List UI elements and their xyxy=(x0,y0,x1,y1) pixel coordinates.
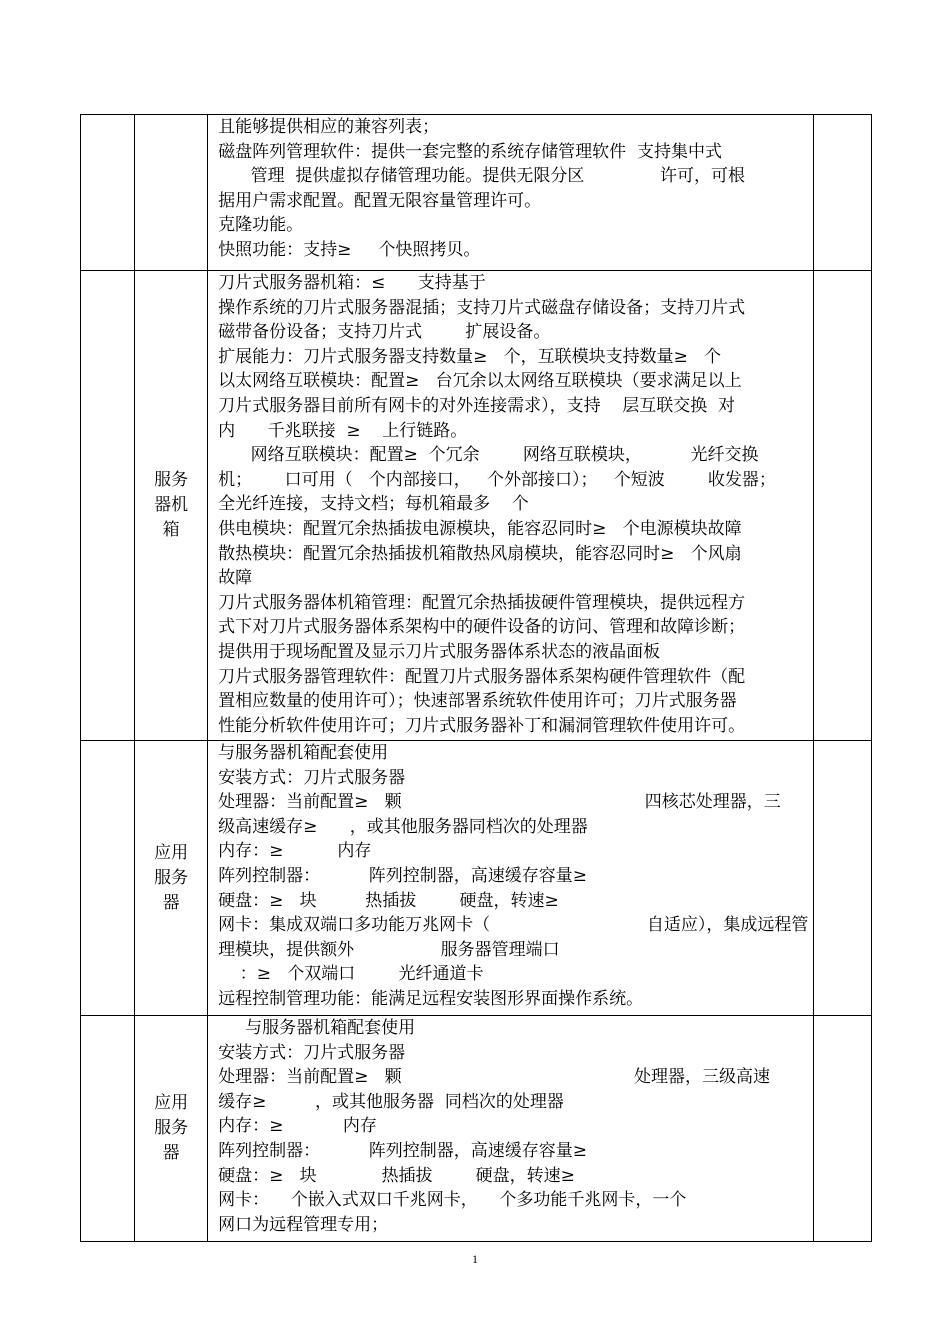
spec-line: 磁带备份设备；支持刀片式 扩展设备。 xyxy=(218,322,551,343)
spec-line: 内存：≥ 内存 xyxy=(218,841,372,862)
spec-line: 刀片式服务器体机箱管理：配置冗余热插拔硬件管理模块，提供远程方 xyxy=(218,592,746,613)
spec-line: 全光纤连接，支持文档；每机箱最多 个 xyxy=(218,494,529,515)
spec-line: 处理器：当前配置≥ 颗 四核芯处理器，三 xyxy=(218,792,781,813)
index-cell xyxy=(81,1016,135,1242)
spec-line: 磁盘阵列管理软件：提供一套完整的系统存储管理软件 支持集中式 xyxy=(218,141,722,162)
spec-line: 理模块，提供额外 服务器管理端口 xyxy=(218,939,560,960)
table-row xyxy=(81,1016,872,1242)
spec-line: 快照功能：支持≥ 个快照拷贝。 xyxy=(218,239,481,260)
spec-line: 安装方式：刀片式服务器 xyxy=(218,767,406,788)
spec-line: 阵列控制器： 阵列控制器，高速缓存容量≥ xyxy=(218,1140,588,1161)
remark-cell xyxy=(813,741,871,1016)
spec-line: 机； 口可用（ 个内部接口， 个外部接口）； 个短波 收发器； xyxy=(218,469,776,490)
spec-line: ：≥ 个双端口 光纤通道卡 xyxy=(218,964,484,985)
index-cell xyxy=(81,115,135,271)
spec-line: 故障 xyxy=(218,568,253,589)
spec-line: 扩展能力：刀片式服务器支持数量≥ 个，互联模块支持数量≥ 个 xyxy=(218,346,722,367)
spec-line: 缓存≥ ，或其他服务器 同档次的处理器 xyxy=(218,1091,564,1112)
spec-table xyxy=(80,114,872,1242)
spec-description-cell xyxy=(208,115,814,271)
spec-line: 刀片式服务器机箱：≤ 支持基于 xyxy=(218,273,486,293)
spec-line: 内存：≥ 内存 xyxy=(218,1116,377,1137)
spec-line: 处理器：当前配置≥ 颗 处理器，三级高速 xyxy=(218,1067,770,1088)
table-row xyxy=(81,115,872,271)
spec-line: 网卡： 个嵌入式双口千兆网卡， 个多功能千兆网卡，一个 xyxy=(218,1190,687,1211)
spec-description-cell xyxy=(208,1016,814,1242)
index-cell xyxy=(81,741,135,1016)
spec-line: 供电模块：配置冗余热插拔电源模块，能容忍同时≥ 个电源模块故障 xyxy=(218,518,742,539)
spec-line: 据用户需求配置。配置无限容量管理许可。 xyxy=(218,190,542,211)
spec-line: 阵列控制器： 阵列控制器，高速缓存容量≥ xyxy=(218,865,588,886)
item-name: 应用 服务 器 xyxy=(154,842,189,913)
page-number: 1 xyxy=(472,1252,478,1266)
spec-line: 散热模块：配置冗余热插拔机箱散热风扇模块，能容忍同时≥ 个风扇 xyxy=(218,543,742,564)
spec-line: 网卡：集成双端口多功能万兆网卡（ 自适应），集成远程管 xyxy=(218,915,809,936)
remark-cell xyxy=(813,115,871,271)
spec-description-cell xyxy=(208,741,814,1016)
spec-line: 安装方式：刀片式服务器 xyxy=(218,1042,406,1063)
item-name-cell xyxy=(135,1016,208,1242)
item-name: 服务 器机 箱 xyxy=(154,470,189,540)
spec-description-cell xyxy=(208,271,814,741)
remark-cell xyxy=(813,271,871,741)
spec-line: 级高速缓存≥ ，或其他服务器同档次的处理器 xyxy=(218,816,588,837)
spec-line: 置相应数量的使用许可）；快速部署系统软件使用许可；刀片式服务器 xyxy=(218,691,737,712)
remark-cell xyxy=(813,1016,871,1242)
spec-line: 网络互联模块：配置≥ 个冗余 网络互联模块， 光纤交换 xyxy=(218,445,759,466)
spec-line: 与服务器机箱配套使用 xyxy=(218,1018,416,1038)
spec-line: 且能够提供相应的兼容列表； xyxy=(218,117,440,137)
spec-line: 刀片式服务器目前所有网卡的对外连接需求），支持 层互联交换 对 xyxy=(218,395,736,416)
spec-line: 内 千兆联接 ≥ 上行链路。 xyxy=(218,420,468,441)
table-body xyxy=(81,115,872,1242)
item-name-cell xyxy=(135,271,208,741)
spec-line: 以太网络互联模块：配置≥ 台冗余以太网络互联模块（要求满足以上 xyxy=(218,371,742,392)
spec-line: 性能分析软件使用许可；刀片式服务器补丁和漏洞管理软件使用许可。 xyxy=(218,715,746,736)
spec-line: 操作系统的刀片式服务器混插；支持刀片式磁盘存储设备；支持刀片式 xyxy=(218,297,746,318)
spec-line: 克隆功能。 xyxy=(218,215,304,236)
item-name-cell xyxy=(135,115,208,271)
spec-line: 管理 提供虚拟存储管理功能。提供无限分区 许可，可根 xyxy=(218,166,746,187)
spec-line: 硬盘：≥ 块 热插拔 硬盘，转速≥ xyxy=(218,1165,575,1186)
spec-line: 提供用于现场配置及显示刀片式服务器体系状态的液晶面板 xyxy=(218,641,661,662)
index-cell xyxy=(81,271,135,741)
table-row xyxy=(81,741,872,1016)
spec-line: 与服务器机箱配套使用 xyxy=(218,743,389,763)
spec-line: 式下对刀片式服务器体系架构中的硬件设备的访问、管理和故障诊断； xyxy=(218,617,746,638)
table-row xyxy=(81,271,872,741)
spec-line: 远程控制管理功能：能满足远程安装图形界面操作系统。 xyxy=(218,988,644,1009)
item-name-cell xyxy=(135,741,208,1016)
item-name: 应用 服务 器 xyxy=(154,1093,189,1163)
spec-line: 网口为远程管理专用； xyxy=(218,1214,389,1235)
spec-line: 硬盘：≥ 块 热插拔 硬盘，转速≥ xyxy=(218,890,559,911)
spec-line: 刀片式服务器管理软件：配置刀片式服务器体系架构硬件管理软件（配 xyxy=(218,666,746,687)
